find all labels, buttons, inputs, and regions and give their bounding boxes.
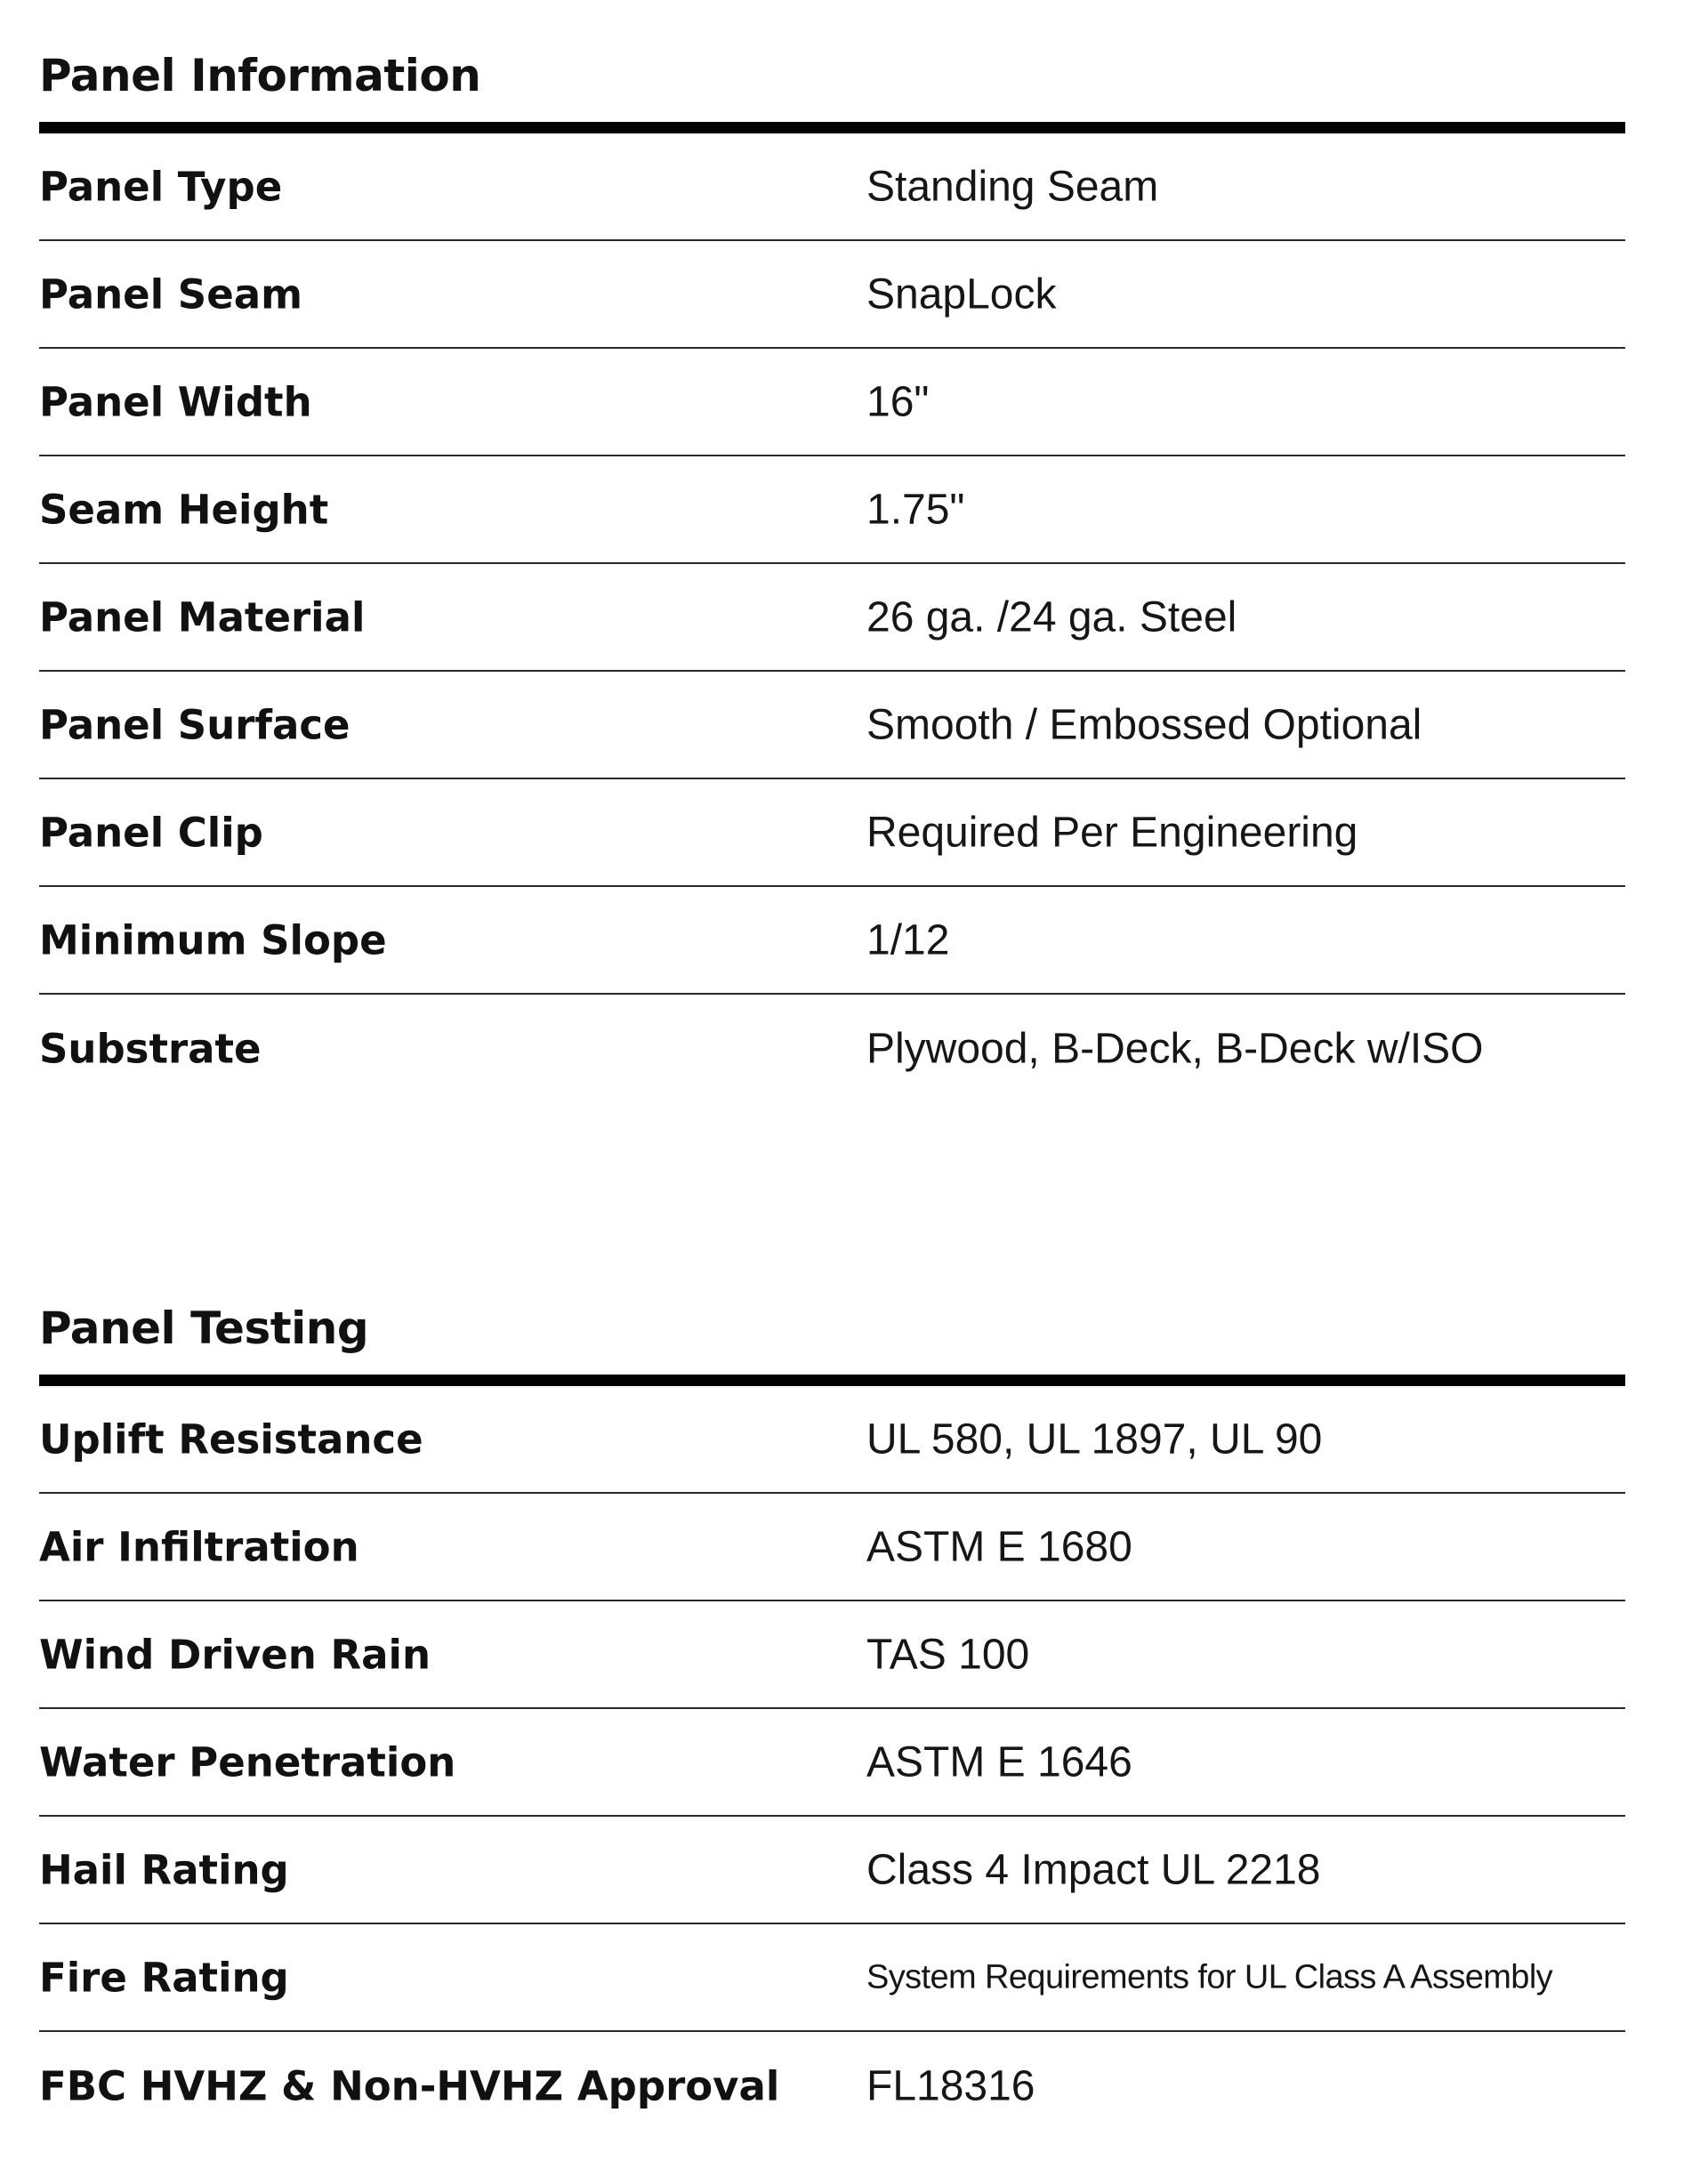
spec-row-water-penetration	[39, 1709, 1625, 1817]
spec-row-panel-surface	[39, 672, 1625, 779]
spec-value: FL18316	[866, 2062, 1035, 2109]
spec-label: Wind Driven Rain	[39, 1631, 431, 1678]
spec-row-seam-height	[39, 456, 1625, 564]
spec-table	[39, 1386, 1625, 2140]
spec-row-panel-seam	[39, 241, 1625, 349]
spec-row-panel-width	[39, 349, 1625, 456]
spec-row-air-infiltration	[39, 1494, 1625, 1601]
spec-label: Seam Height	[39, 486, 329, 533]
spec-value: Class 4 Impact UL 2218	[866, 1846, 1321, 1893]
spec-label: Hail Rating	[39, 1846, 289, 1893]
spec-value: System Requirements for UL Class A Assembly	[866, 1958, 1553, 1996]
spec-row-fbc-approval	[39, 2032, 1625, 2140]
spec-label: Panel Seam	[39, 270, 302, 318]
spec-value: UL 580, UL 1897, UL 90	[866, 1415, 1323, 1463]
spec-value: Required Per Engineering	[866, 809, 1358, 856]
section-divider	[39, 1375, 1625, 1386]
spec-row-wind-driven-rain	[39, 1601, 1625, 1709]
spec-label: Panel Surface	[39, 701, 350, 748]
spec-row-uplift-resistance	[39, 1386, 1625, 1494]
spec-label: Uplift Resistance	[39, 1415, 423, 1463]
spec-row-hail-rating	[39, 1817, 1625, 1924]
spec-value: TAS 100	[866, 1631, 1030, 1678]
section-divider	[39, 122, 1625, 133]
spec-label: Panel Material	[39, 593, 366, 641]
section-title: Panel Testing	[39, 1302, 369, 1354]
spec-row-fire-rating	[39, 1924, 1625, 2032]
panel-information-section	[39, 49, 1625, 1102]
spec-value: 1.75"	[866, 486, 965, 533]
spec-row-panel-material	[39, 564, 1625, 672]
spec-value: ASTM E 1680	[866, 1523, 1132, 1570]
spec-value: 1/12	[866, 916, 950, 964]
section-title: Panel Information	[39, 50, 481, 101]
spec-label: Panel Width	[39, 378, 312, 425]
spec-value: Plywood, B-Deck, B-Deck w/ISO	[866, 1025, 1484, 1072]
spec-label: Air Infiltration	[39, 1523, 359, 1570]
spec-value: Smooth / Embossed Optional	[866, 701, 1422, 748]
spec-row-panel-type	[39, 133, 1625, 241]
spec-label: Fire Rating	[39, 1954, 289, 2001]
spec-label: Water Penetration	[39, 1738, 456, 1786]
spec-label: FBC HVHZ & Non-HVHZ Approval	[39, 2062, 780, 2109]
spec-row-substrate	[39, 995, 1625, 1102]
spec-row-panel-clip	[39, 779, 1625, 887]
spec-value: ASTM E 1646	[866, 1738, 1132, 1786]
spec-label: Minimum Slope	[39, 916, 387, 964]
spec-label: Panel Type	[39, 163, 283, 210]
spec-value: 16"	[866, 378, 930, 425]
spec-table	[39, 133, 1625, 1102]
panel-testing-section	[39, 1302, 1625, 2140]
spec-value: Standing Seam	[866, 163, 1159, 210]
spec-label: Panel Clip	[39, 809, 263, 856]
spec-label: Substrate	[39, 1025, 262, 1072]
spec-row-minimum-slope	[39, 887, 1625, 995]
spec-value: 26 ga. /24 ga. Steel	[866, 593, 1237, 641]
spec-value: SnapLock	[866, 270, 1057, 318]
